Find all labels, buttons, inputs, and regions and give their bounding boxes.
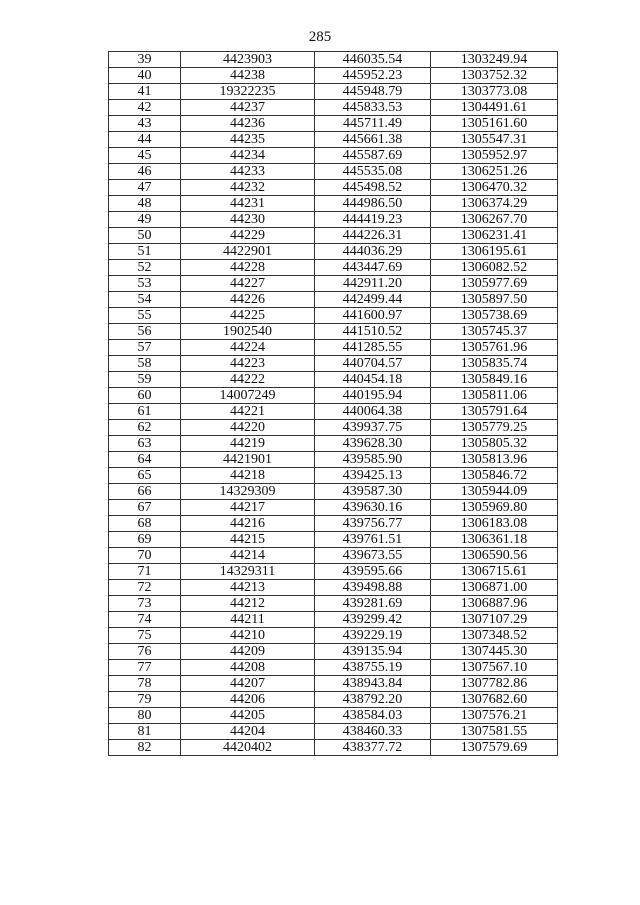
- y-coordinate-cell: 1305846.72: [431, 468, 558, 484]
- x-coordinate-cell: 440454.18: [315, 372, 431, 388]
- table-row: [109, 356, 558, 372]
- row-index-cell: 50: [109, 228, 181, 244]
- y-coordinate-cell: 1307107.29: [431, 612, 558, 628]
- y-coordinate-cell: 1306267.70: [431, 212, 558, 228]
- x-coordinate-cell: 439628.30: [315, 436, 431, 452]
- point-id-cell: 44227: [181, 276, 315, 292]
- row-index-cell: 77: [109, 660, 181, 676]
- table-row: [109, 308, 558, 324]
- row-index-cell: 63: [109, 436, 181, 452]
- y-coordinate-cell: 1307576.21: [431, 708, 558, 724]
- table-row: [109, 596, 558, 612]
- y-coordinate-cell: 1305977.69: [431, 276, 558, 292]
- row-index-cell: 53: [109, 276, 181, 292]
- x-coordinate-cell: 445952.23: [315, 68, 431, 84]
- page-number: 285: [308, 29, 332, 45]
- y-coordinate-cell: 1306470.32: [431, 180, 558, 196]
- x-coordinate-cell: 439498.88: [315, 580, 431, 596]
- x-coordinate-cell: 438584.03: [315, 708, 431, 724]
- row-index-cell: 62: [109, 420, 181, 436]
- table-row: [109, 100, 558, 116]
- point-id-cell: 44228: [181, 260, 315, 276]
- y-coordinate-cell: 1305813.96: [431, 452, 558, 468]
- y-coordinate-cell: 1305805.32: [431, 436, 558, 452]
- point-id-cell: 4420402: [181, 740, 315, 756]
- point-id-cell: 44218: [181, 468, 315, 484]
- table-row: [109, 452, 558, 468]
- y-coordinate-cell: 1306715.61: [431, 564, 558, 580]
- table-row: [109, 260, 558, 276]
- point-id-cell: 44210: [181, 628, 315, 644]
- row-index-cell: 78: [109, 676, 181, 692]
- table-row: [109, 676, 558, 692]
- row-index-cell: 60: [109, 388, 181, 404]
- y-coordinate-cell: 1306590.56: [431, 548, 558, 564]
- x-coordinate-cell: 444226.31: [315, 228, 431, 244]
- x-coordinate-cell: 439585.90: [315, 452, 431, 468]
- x-coordinate-cell: 442911.20: [315, 276, 431, 292]
- row-index-cell: 43: [109, 116, 181, 132]
- x-coordinate-cell: 439756.77: [315, 516, 431, 532]
- row-index-cell: 58: [109, 356, 181, 372]
- y-coordinate-cell: 1306871.00: [431, 580, 558, 596]
- y-coordinate-cell: 1306082.52: [431, 260, 558, 276]
- point-id-cell: 44223: [181, 356, 315, 372]
- x-coordinate-cell: 446035.54: [315, 52, 431, 68]
- row-index-cell: 57: [109, 340, 181, 356]
- x-coordinate-cell: 441285.55: [315, 340, 431, 356]
- y-coordinate-cell: 1306183.08: [431, 516, 558, 532]
- table-row: [109, 644, 558, 660]
- y-coordinate-cell: 1307579.69: [431, 740, 558, 756]
- y-coordinate-cell: 1305811.06: [431, 388, 558, 404]
- row-index-cell: 44: [109, 132, 181, 148]
- y-coordinate-cell: 1305849.16: [431, 372, 558, 388]
- x-coordinate-cell: 441510.52: [315, 324, 431, 340]
- row-index-cell: 82: [109, 740, 181, 756]
- point-id-cell: 44208: [181, 660, 315, 676]
- point-id-cell: 44212: [181, 596, 315, 612]
- row-index-cell: 81: [109, 724, 181, 740]
- point-id-cell: 44213: [181, 580, 315, 596]
- y-coordinate-cell: 1306361.18: [431, 532, 558, 548]
- row-index-cell: 41: [109, 84, 181, 100]
- y-coordinate-cell: 1307567.10: [431, 660, 558, 676]
- point-id-cell: 44224: [181, 340, 315, 356]
- table-row: [109, 500, 558, 516]
- x-coordinate-cell: 441600.97: [315, 308, 431, 324]
- x-coordinate-cell: 438792.20: [315, 692, 431, 708]
- y-coordinate-cell: 1305791.64: [431, 404, 558, 420]
- point-id-cell: 14329309: [181, 484, 315, 500]
- row-index-cell: 71: [109, 564, 181, 580]
- point-id-cell: 1902540: [181, 324, 315, 340]
- point-id-cell: 44219: [181, 436, 315, 452]
- point-id-cell: 44204: [181, 724, 315, 740]
- y-coordinate-cell: 1305969.80: [431, 500, 558, 516]
- x-coordinate-cell: 440064.38: [315, 404, 431, 420]
- table-row: [109, 580, 558, 596]
- table-row: [109, 516, 558, 532]
- table-row: [109, 212, 558, 228]
- row-index-cell: 68: [109, 516, 181, 532]
- y-coordinate-cell: 1306231.41: [431, 228, 558, 244]
- coordinates-table: [108, 51, 558, 756]
- table-row: [109, 436, 558, 452]
- row-index-cell: 75: [109, 628, 181, 644]
- point-id-cell: 44206: [181, 692, 315, 708]
- table-row: [109, 740, 558, 756]
- row-index-cell: 54: [109, 292, 181, 308]
- row-index-cell: 79: [109, 692, 181, 708]
- x-coordinate-cell: 445587.69: [315, 148, 431, 164]
- y-coordinate-cell: 1305897.50: [431, 292, 558, 308]
- table-row: [109, 708, 558, 724]
- x-coordinate-cell: 438755.19: [315, 660, 431, 676]
- table-row: [109, 196, 558, 212]
- table-row: [109, 724, 558, 740]
- x-coordinate-cell: 439425.13: [315, 468, 431, 484]
- row-index-cell: 64: [109, 452, 181, 468]
- row-index-cell: 65: [109, 468, 181, 484]
- table-row: [109, 548, 558, 564]
- row-index-cell: 48: [109, 196, 181, 212]
- row-index-cell: 47: [109, 180, 181, 196]
- row-index-cell: 42: [109, 100, 181, 116]
- table-row: [109, 164, 558, 180]
- point-id-cell: 44214: [181, 548, 315, 564]
- x-coordinate-cell: 445661.38: [315, 132, 431, 148]
- y-coordinate-cell: 1305944.09: [431, 484, 558, 500]
- x-coordinate-cell: 438377.72: [315, 740, 431, 756]
- y-coordinate-cell: 1306195.61: [431, 244, 558, 260]
- table-row: [109, 612, 558, 628]
- y-coordinate-cell: 1303752.32: [431, 68, 558, 84]
- y-coordinate-cell: 1307445.30: [431, 644, 558, 660]
- x-coordinate-cell: 439587.30: [315, 484, 431, 500]
- point-id-cell: 44233: [181, 164, 315, 180]
- point-id-cell: 44234: [181, 148, 315, 164]
- row-index-cell: 80: [109, 708, 181, 724]
- row-index-cell: 59: [109, 372, 181, 388]
- row-index-cell: 46: [109, 164, 181, 180]
- row-index-cell: 67: [109, 500, 181, 516]
- point-id-cell: 4423903: [181, 52, 315, 68]
- table-row: [109, 660, 558, 676]
- x-coordinate-cell: 445535.08: [315, 164, 431, 180]
- table-row: [109, 404, 558, 420]
- row-index-cell: 61: [109, 404, 181, 420]
- point-id-cell: 44230: [181, 212, 315, 228]
- x-coordinate-cell: 444986.50: [315, 196, 431, 212]
- row-index-cell: 69: [109, 532, 181, 548]
- y-coordinate-cell: 1304491.61: [431, 100, 558, 116]
- x-coordinate-cell: 444419.23: [315, 212, 431, 228]
- table-row: [109, 148, 558, 164]
- y-coordinate-cell: 1306374.29: [431, 196, 558, 212]
- point-id-cell: 4422901: [181, 244, 315, 260]
- point-id-cell: 44235: [181, 132, 315, 148]
- row-index-cell: 74: [109, 612, 181, 628]
- x-coordinate-cell: 438943.84: [315, 676, 431, 692]
- point-id-cell: 44216: [181, 516, 315, 532]
- x-coordinate-cell: 444036.29: [315, 244, 431, 260]
- table-row: [109, 372, 558, 388]
- point-id-cell: 44222: [181, 372, 315, 388]
- table-row: [109, 532, 558, 548]
- x-coordinate-cell: 440195.94: [315, 388, 431, 404]
- row-index-cell: 70: [109, 548, 181, 564]
- y-coordinate-cell: 1306887.96: [431, 596, 558, 612]
- y-coordinate-cell: 1305952.97: [431, 148, 558, 164]
- y-coordinate-cell: 1305547.31: [431, 132, 558, 148]
- x-coordinate-cell: 443447.69: [315, 260, 431, 276]
- point-id-cell: 44237: [181, 100, 315, 116]
- point-id-cell: 19322235: [181, 84, 315, 100]
- point-id-cell: 14007249: [181, 388, 315, 404]
- row-index-cell: 45: [109, 148, 181, 164]
- y-coordinate-cell: 1306251.26: [431, 164, 558, 180]
- row-index-cell: 72: [109, 580, 181, 596]
- y-coordinate-cell: 1307782.86: [431, 676, 558, 692]
- row-index-cell: 51: [109, 244, 181, 260]
- point-id-cell: 44231: [181, 196, 315, 212]
- y-coordinate-cell: 1305835.74: [431, 356, 558, 372]
- point-id-cell: 44232: [181, 180, 315, 196]
- point-id-cell: 44205: [181, 708, 315, 724]
- point-id-cell: 44236: [181, 116, 315, 132]
- table-row: [109, 84, 558, 100]
- table-row: [109, 276, 558, 292]
- x-coordinate-cell: 445711.49: [315, 116, 431, 132]
- table-row: [109, 244, 558, 260]
- x-coordinate-cell: 445498.52: [315, 180, 431, 196]
- table-row: [109, 228, 558, 244]
- table-row: [109, 324, 558, 340]
- y-coordinate-cell: 1305161.60: [431, 116, 558, 132]
- row-index-cell: 76: [109, 644, 181, 660]
- x-coordinate-cell: 439135.94: [315, 644, 431, 660]
- x-coordinate-cell: 439229.19: [315, 628, 431, 644]
- table-row: [109, 628, 558, 644]
- row-index-cell: 39: [109, 52, 181, 68]
- y-coordinate-cell: 1307581.55: [431, 724, 558, 740]
- x-coordinate-cell: 439299.42: [315, 612, 431, 628]
- x-coordinate-cell: 445948.79: [315, 84, 431, 100]
- table-row: [109, 564, 558, 580]
- table-row: [109, 68, 558, 84]
- table-row: [109, 116, 558, 132]
- point-id-cell: 4421901: [181, 452, 315, 468]
- point-id-cell: 44217: [181, 500, 315, 516]
- row-index-cell: 56: [109, 324, 181, 340]
- table-row: [109, 180, 558, 196]
- x-coordinate-cell: 439630.16: [315, 500, 431, 516]
- y-coordinate-cell: 1305745.37: [431, 324, 558, 340]
- point-id-cell: 44229: [181, 228, 315, 244]
- coordinates-table-body: [109, 52, 558, 756]
- point-id-cell: 44209: [181, 644, 315, 660]
- row-index-cell: 73: [109, 596, 181, 612]
- table-row: [109, 132, 558, 148]
- table-row: [109, 292, 558, 308]
- point-id-cell: 44221: [181, 404, 315, 420]
- point-id-cell: 44220: [181, 420, 315, 436]
- row-index-cell: 40: [109, 68, 181, 84]
- y-coordinate-cell: 1305738.69: [431, 308, 558, 324]
- y-coordinate-cell: 1307682.60: [431, 692, 558, 708]
- point-id-cell: 44225: [181, 308, 315, 324]
- y-coordinate-cell: 1303773.08: [431, 84, 558, 100]
- table-row: [109, 468, 558, 484]
- y-coordinate-cell: 1307348.52: [431, 628, 558, 644]
- row-index-cell: 66: [109, 484, 181, 500]
- x-coordinate-cell: 439937.75: [315, 420, 431, 436]
- point-id-cell: 44215: [181, 532, 315, 548]
- point-id-cell: 44226: [181, 292, 315, 308]
- table-row: [109, 420, 558, 436]
- table-row: [109, 52, 558, 68]
- x-coordinate-cell: 440704.57: [315, 356, 431, 372]
- row-index-cell: 52: [109, 260, 181, 276]
- point-id-cell: 44211: [181, 612, 315, 628]
- row-index-cell: 55: [109, 308, 181, 324]
- point-id-cell: 44238: [181, 68, 315, 84]
- y-coordinate-cell: 1305761.96: [431, 340, 558, 356]
- table-row: [109, 388, 558, 404]
- point-id-cell: 14329311: [181, 564, 315, 580]
- table-row: [109, 484, 558, 500]
- table-row: [109, 340, 558, 356]
- x-coordinate-cell: 438460.33: [315, 724, 431, 740]
- row-index-cell: 49: [109, 212, 181, 228]
- point-id-cell: 44207: [181, 676, 315, 692]
- x-coordinate-cell: 439595.66: [315, 564, 431, 580]
- x-coordinate-cell: 442499.44: [315, 292, 431, 308]
- y-coordinate-cell: 1303249.94: [431, 52, 558, 68]
- y-coordinate-cell: 1305779.25: [431, 420, 558, 436]
- x-coordinate-cell: 439673.55: [315, 548, 431, 564]
- x-coordinate-cell: 439761.51: [315, 532, 431, 548]
- x-coordinate-cell: 445833.53: [315, 100, 431, 116]
- x-coordinate-cell: 439281.69: [315, 596, 431, 612]
- table-row: [109, 692, 558, 708]
